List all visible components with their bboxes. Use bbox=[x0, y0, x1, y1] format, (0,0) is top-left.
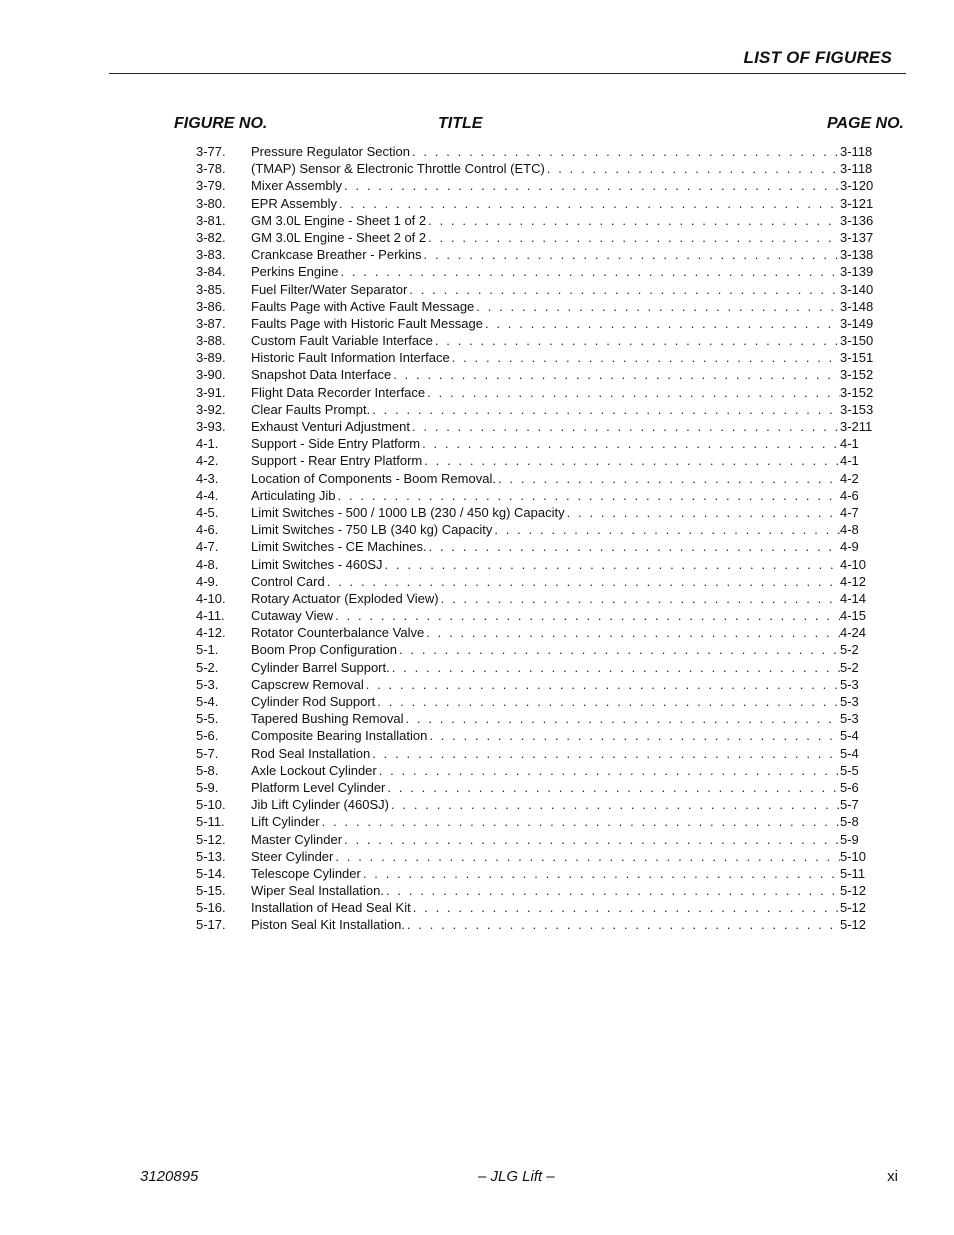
figure-entry bbox=[251, 916, 840, 933]
figure-title: Jib Lift Cylinder (460SJ) bbox=[251, 797, 389, 813]
figure-page-number: 3-120 bbox=[840, 178, 874, 194]
figure-page-number: 3-138 bbox=[840, 247, 874, 263]
figure-page-number: 4-6 bbox=[840, 487, 859, 503]
figure-entry bbox=[251, 177, 840, 194]
figure-entry bbox=[251, 332, 840, 349]
figure-number: 5-3. bbox=[196, 676, 219, 692]
figure-title: Platform Level Cylinder bbox=[251, 779, 386, 795]
list-item[interactable] bbox=[196, 882, 886, 899]
figure-number: 3-90. bbox=[196, 367, 226, 383]
figure-entry bbox=[251, 435, 840, 452]
figure-entry bbox=[251, 641, 840, 658]
figure-page-number: 5-2 bbox=[840, 659, 859, 675]
figure-page-number: 5-12 bbox=[840, 883, 867, 899]
figure-page-number: 5-7 bbox=[840, 797, 859, 813]
list-item[interactable] bbox=[196, 710, 886, 727]
figure-page-number: 3-151 bbox=[840, 350, 874, 366]
dot-leader bbox=[424, 246, 840, 263]
list-item[interactable] bbox=[196, 177, 886, 194]
figure-page-number: 5-9 bbox=[840, 831, 859, 847]
figure-title: Limit Switches - CE Machines. bbox=[251, 539, 427, 555]
dot-leader bbox=[386, 882, 840, 899]
figure-title: Perkins Engine bbox=[251, 264, 339, 280]
list-item[interactable] bbox=[196, 779, 886, 796]
figure-number: 5-15. bbox=[196, 883, 226, 899]
figure-entry bbox=[251, 848, 840, 865]
figure-page-number: 3-152 bbox=[840, 384, 874, 400]
figure-number: 5-1. bbox=[196, 642, 219, 658]
figure-number: 4-6. bbox=[196, 522, 219, 538]
figure-page-number: 3-136 bbox=[840, 212, 874, 228]
dot-leader bbox=[441, 590, 840, 607]
figure-title: Exhaust Venturi Adjustment bbox=[251, 419, 410, 434]
figure-page-number: 5-6 bbox=[840, 779, 859, 795]
figure-number: 5-11. bbox=[196, 814, 225, 830]
dot-leader bbox=[485, 315, 840, 332]
figure-page-number: 5-4 bbox=[840, 745, 859, 761]
list-item[interactable] bbox=[196, 418, 886, 435]
figure-number: 3-82. bbox=[196, 229, 226, 245]
list-item[interactable] bbox=[196, 848, 886, 865]
list-item[interactable] bbox=[196, 195, 886, 212]
figure-number: 4-7. bbox=[196, 539, 219, 555]
figure-number: 4-4. bbox=[196, 487, 219, 503]
list-item[interactable] bbox=[196, 315, 886, 332]
figure-number: 4-5. bbox=[196, 504, 219, 520]
figure-title: Rotator Counterbalance Valve bbox=[251, 625, 425, 641]
figure-entry bbox=[251, 693, 840, 710]
figure-entry bbox=[251, 418, 840, 435]
dot-leader bbox=[412, 418, 840, 435]
figure-number: 4-3. bbox=[196, 470, 219, 486]
figure-title: Support - Rear Entry Platform bbox=[251, 453, 423, 469]
list-item[interactable] bbox=[196, 641, 886, 658]
figure-title: Limit Switches - 500 / 1000 LB (230 / 450 kg) Capacity bbox=[251, 504, 565, 520]
figure-entry bbox=[251, 676, 840, 693]
figure-title: Telescope Cylinder bbox=[251, 865, 361, 881]
dot-leader bbox=[377, 693, 840, 710]
figure-page-number: 4-14 bbox=[840, 590, 867, 606]
figure-page-number: 4-7 bbox=[840, 504, 859, 520]
footer-doc-number: 3120895 bbox=[140, 1168, 199, 1185]
figure-entry bbox=[251, 143, 840, 160]
figure-title: Historic Fault Information Interface bbox=[251, 350, 450, 366]
figure-title: Custom Fault Variable Interface bbox=[251, 333, 433, 349]
figure-entry bbox=[251, 349, 840, 366]
figure-entry bbox=[251, 659, 840, 676]
dot-leader bbox=[339, 195, 840, 212]
figure-entry bbox=[251, 401, 840, 418]
figure-page-number: 5-10 bbox=[840, 848, 867, 864]
dot-leader bbox=[372, 745, 840, 762]
column-header-title: TITLE bbox=[438, 115, 483, 132]
figure-number: 5-8. bbox=[196, 762, 219, 778]
figure-number: 5-13. bbox=[196, 848, 226, 864]
figure-entry bbox=[251, 882, 840, 899]
figure-entry bbox=[251, 160, 840, 177]
figure-page-number: 3-139 bbox=[840, 264, 874, 280]
figure-title: Master Cylinder bbox=[251, 831, 343, 847]
figure-number: 3-84. bbox=[196, 264, 226, 280]
figure-title: Piston Seal Kit Installation. bbox=[251, 917, 405, 933]
list-item[interactable] bbox=[196, 916, 886, 933]
dot-leader bbox=[327, 573, 840, 590]
figure-entry bbox=[251, 298, 840, 315]
figure-number: 5-5. bbox=[196, 711, 219, 727]
figure-page-number: 3-118 bbox=[840, 144, 873, 159]
figure-number: 5-7. bbox=[196, 745, 219, 761]
figure-title: Boom Prop Configuration bbox=[251, 642, 397, 658]
dot-leader bbox=[407, 916, 840, 933]
dot-leader bbox=[385, 556, 841, 573]
figure-title: Cutaway View bbox=[251, 608, 334, 624]
figure-entry bbox=[251, 813, 840, 830]
figure-entry bbox=[251, 607, 840, 624]
figure-entry bbox=[251, 452, 840, 469]
header-rule bbox=[109, 73, 906, 74]
figure-number: 3-91. bbox=[196, 384, 226, 400]
figure-number: 3-80. bbox=[196, 195, 226, 211]
figure-title: Rotary Actuator (Exploded View) bbox=[251, 590, 439, 606]
figure-entry bbox=[251, 504, 840, 521]
figure-title: Fuel Filter/Water Separator bbox=[251, 281, 408, 297]
figure-number: 5-9. bbox=[196, 779, 219, 795]
list-item[interactable] bbox=[196, 160, 886, 177]
figure-title: Clear Faults Prompt. bbox=[251, 401, 371, 417]
list-item[interactable] bbox=[196, 573, 886, 590]
figure-entry bbox=[251, 831, 840, 848]
dot-leader bbox=[413, 899, 840, 916]
figure-number: 3-77. bbox=[196, 144, 226, 159]
figure-entry bbox=[251, 384, 840, 401]
figure-number: 3-83. bbox=[196, 247, 226, 263]
figure-entry bbox=[251, 470, 840, 487]
dot-leader bbox=[335, 848, 840, 865]
figure-title: Cylinder Rod Support bbox=[251, 694, 376, 709]
figure-title: Cylinder Barrel Support. bbox=[251, 659, 390, 675]
figure-number: 3-87. bbox=[196, 315, 226, 331]
list-item[interactable] bbox=[196, 452, 886, 469]
list-item[interactable] bbox=[196, 659, 886, 676]
list-item[interactable] bbox=[196, 366, 886, 383]
figure-title: Rod Seal Installation bbox=[251, 745, 371, 761]
figure-entry bbox=[251, 212, 840, 229]
dot-leader bbox=[379, 762, 840, 779]
list-item[interactable] bbox=[196, 349, 886, 366]
dot-leader bbox=[426, 624, 840, 641]
figure-number: 4-1. bbox=[196, 436, 219, 452]
page-header-title: LIST OF FIGURES bbox=[743, 48, 892, 67]
figure-title: Control Card bbox=[251, 573, 325, 589]
figure-entry bbox=[251, 624, 840, 641]
figure-title: Tapered Bushing Removal bbox=[251, 711, 404, 727]
list-item[interactable] bbox=[196, 831, 886, 848]
list-item[interactable] bbox=[196, 762, 886, 779]
list-item[interactable] bbox=[196, 745, 886, 762]
dot-leader bbox=[494, 521, 840, 538]
dot-leader bbox=[391, 796, 840, 813]
figure-page-number: 3-137 bbox=[840, 229, 874, 245]
figure-page-number: 5-5 bbox=[840, 762, 859, 778]
figure-entry bbox=[251, 487, 840, 504]
figure-title: EPR Assembly bbox=[251, 195, 337, 211]
figure-title: GM 3.0L Engine - Sheet 1 of 2 bbox=[251, 212, 427, 228]
figure-number: 4-2. bbox=[196, 453, 219, 469]
figure-page-number: 4-8 bbox=[840, 522, 859, 538]
dot-leader bbox=[344, 177, 840, 194]
figure-page-number: 5-4 bbox=[840, 728, 859, 744]
dot-leader bbox=[405, 710, 840, 727]
column-header-page-no: PAGE NO. bbox=[826, 115, 904, 132]
figure-page-number: 5-12 bbox=[840, 900, 867, 916]
list-item[interactable] bbox=[196, 538, 886, 555]
figure-number: 4-11. bbox=[196, 608, 225, 624]
list-item[interactable] bbox=[196, 246, 886, 263]
figure-entry bbox=[251, 779, 840, 796]
dot-leader bbox=[429, 727, 840, 744]
figure-entry bbox=[251, 246, 840, 263]
dot-leader bbox=[409, 281, 840, 298]
list-item[interactable] bbox=[196, 727, 886, 744]
dot-leader bbox=[412, 143, 840, 160]
figure-page-number: 4-24 bbox=[840, 625, 867, 641]
list-item[interactable] bbox=[196, 865, 886, 882]
figure-entry bbox=[251, 865, 840, 882]
figure-title: Steer Cylinder bbox=[251, 848, 334, 864]
list-item[interactable] bbox=[196, 556, 886, 573]
figure-number: 4-9. bbox=[196, 573, 219, 589]
list-item[interactable] bbox=[196, 298, 886, 315]
figure-title: Snapshot Data Interface bbox=[251, 367, 392, 383]
figure-number: 5-14. bbox=[196, 865, 226, 881]
figure-page-number: 4-1 bbox=[840, 453, 859, 469]
figure-number: 5-12. bbox=[196, 831, 226, 847]
dot-leader bbox=[424, 452, 840, 469]
figure-page-number: 4-12 bbox=[840, 573, 867, 589]
figure-entry bbox=[251, 899, 840, 916]
footer-publisher: – JLG Lift – bbox=[478, 1168, 555, 1185]
dot-leader bbox=[363, 865, 840, 882]
figure-entry bbox=[251, 263, 840, 280]
list-item[interactable] bbox=[196, 590, 886, 607]
figure-page-number: 3-118 bbox=[840, 161, 873, 177]
dot-leader bbox=[399, 641, 840, 658]
figure-page-number: 5-3 bbox=[840, 711, 859, 727]
figure-page-number: 3-140 bbox=[840, 281, 874, 297]
figure-page-number: 3-121 bbox=[840, 195, 874, 211]
figure-number: 5-6. bbox=[196, 728, 219, 744]
list-item[interactable] bbox=[196, 607, 886, 624]
figure-entry bbox=[251, 573, 840, 590]
figure-title: GM 3.0L Engine - Sheet 2 of 2 bbox=[251, 229, 427, 245]
figure-number: 5-4. bbox=[196, 694, 219, 709]
figure-title: Faults Page with Historic Fault Message bbox=[251, 315, 483, 331]
figure-title: Faults Page with Active Fault Message bbox=[251, 298, 475, 314]
footer-page-number: xi bbox=[887, 1168, 898, 1185]
figure-entry bbox=[251, 796, 840, 813]
figure-page-number: 3-149 bbox=[840, 315, 874, 331]
column-header-figure-no: FIGURE NO. bbox=[174, 115, 268, 132]
figure-entry bbox=[251, 556, 840, 573]
dot-leader bbox=[498, 470, 840, 487]
dot-leader bbox=[393, 366, 840, 383]
figure-title: Support - Side Entry Platform bbox=[251, 436, 421, 452]
list-item[interactable] bbox=[196, 401, 886, 418]
list-item[interactable] bbox=[196, 470, 886, 487]
figure-title: (TMAP) Sensor & Electronic Throttle Control (ETC) bbox=[251, 161, 545, 177]
figure-number: 4-12. bbox=[196, 625, 226, 641]
figure-page-number: 5-3 bbox=[840, 676, 859, 692]
figure-page-number: 4-9 bbox=[840, 539, 859, 555]
figure-page-number: 4-15 bbox=[840, 608, 867, 624]
figure-title: Installation of Head Seal Kit bbox=[251, 900, 411, 916]
figure-title: Limit Switches - 460SJ bbox=[251, 556, 383, 572]
figure-title: Axle Lockout Cylinder bbox=[251, 762, 377, 778]
dot-leader bbox=[372, 401, 840, 418]
figure-entry bbox=[251, 521, 840, 538]
dot-leader bbox=[422, 435, 840, 452]
figure-number: 3-79. bbox=[196, 178, 226, 194]
dot-leader bbox=[567, 504, 840, 521]
figure-title: Location of Components - Boom Removal. bbox=[251, 470, 496, 486]
figure-entry bbox=[251, 745, 840, 762]
figure-number: 3-89. bbox=[196, 350, 226, 366]
figure-number: 4-10. bbox=[196, 590, 226, 606]
dot-leader bbox=[452, 349, 840, 366]
list-item[interactable] bbox=[196, 263, 886, 280]
dot-leader bbox=[428, 212, 840, 229]
list-item[interactable] bbox=[196, 521, 886, 538]
dot-leader bbox=[366, 676, 840, 693]
figure-title: Capscrew Removal bbox=[251, 676, 364, 692]
figure-title: Articulating Jib bbox=[251, 487, 336, 503]
list-item[interactable] bbox=[196, 229, 886, 246]
list-item[interactable] bbox=[196, 796, 886, 813]
list-item[interactable] bbox=[196, 899, 886, 916]
figure-title: Wiper Seal Installation. bbox=[251, 883, 384, 899]
list-item[interactable] bbox=[196, 624, 886, 641]
dot-leader bbox=[428, 229, 840, 246]
figure-number: 4-8. bbox=[196, 556, 219, 572]
figure-title: Flight Data Recorder Interface bbox=[251, 384, 426, 400]
list-item[interactable] bbox=[196, 487, 886, 504]
dot-leader bbox=[338, 487, 840, 504]
list-item[interactable] bbox=[196, 504, 886, 521]
dot-leader bbox=[427, 384, 840, 401]
figure-number: 3-78. bbox=[196, 161, 226, 177]
dot-leader bbox=[435, 332, 840, 349]
figure-number: 3-88. bbox=[196, 333, 226, 349]
figure-entry bbox=[251, 762, 840, 779]
dot-leader bbox=[335, 607, 840, 624]
figure-entry bbox=[251, 229, 840, 246]
figure-number: 3-92. bbox=[196, 401, 226, 417]
dot-leader bbox=[392, 659, 840, 676]
figure-number: 5-17. bbox=[196, 917, 226, 933]
figure-entry bbox=[251, 538, 840, 555]
dot-leader bbox=[476, 298, 840, 315]
dot-leader bbox=[547, 160, 840, 177]
figure-number: 5-16. bbox=[196, 900, 226, 916]
figure-number: 3-85. bbox=[196, 281, 226, 297]
list-item[interactable] bbox=[196, 281, 886, 298]
list-item[interactable] bbox=[196, 384, 886, 401]
figure-page-number: 3-211 bbox=[840, 419, 873, 434]
figure-title: Crankcase Breather - Perkins bbox=[251, 247, 422, 263]
figure-page-number: 5-12 bbox=[840, 917, 867, 933]
dot-leader bbox=[429, 538, 840, 555]
figure-number: 5-10. bbox=[196, 797, 226, 813]
figure-page-number: 3-148 bbox=[840, 298, 874, 314]
list-item[interactable] bbox=[196, 212, 886, 229]
figure-entry bbox=[251, 727, 840, 744]
list-item[interactable] bbox=[196, 813, 886, 830]
dot-leader bbox=[322, 813, 840, 830]
figure-entry bbox=[251, 315, 840, 332]
figure-entry bbox=[251, 590, 840, 607]
figure-page-number: 3-153 bbox=[840, 401, 874, 417]
dot-leader bbox=[340, 263, 840, 280]
list-item[interactable] bbox=[196, 693, 886, 710]
figure-page-number: 5-11 bbox=[840, 865, 866, 881]
figure-page-number: 3-150 bbox=[840, 333, 874, 349]
list-item[interactable] bbox=[196, 332, 886, 349]
list-item[interactable] bbox=[196, 435, 886, 452]
figure-page-number: 4-2 bbox=[840, 470, 859, 486]
figure-page-number: 4-10 bbox=[840, 556, 867, 572]
list-item[interactable] bbox=[196, 676, 886, 693]
figure-page-number: 5-2 bbox=[840, 642, 859, 658]
figure-page-number: 5-3 bbox=[840, 694, 859, 709]
figure-entry bbox=[251, 195, 840, 212]
figure-number: 3-86. bbox=[196, 298, 226, 314]
figure-page-number: 4-1 bbox=[840, 436, 859, 452]
figure-page-number: 3-152 bbox=[840, 367, 874, 383]
figure-title: Lift Cylinder bbox=[251, 814, 320, 830]
figure-number: 3-93. bbox=[196, 419, 226, 434]
figure-title: Limit Switches - 750 LB (340 kg) Capacity bbox=[251, 522, 493, 538]
list-item[interactable] bbox=[196, 143, 886, 160]
figure-entry bbox=[251, 281, 840, 298]
figure-page-number: 5-8 bbox=[840, 814, 859, 830]
figure-title: Pressure Regulator Section bbox=[251, 144, 410, 159]
figure-entry bbox=[251, 710, 840, 727]
dot-leader bbox=[387, 779, 840, 796]
dot-leader bbox=[344, 831, 840, 848]
figure-title: Mixer Assembly bbox=[251, 178, 343, 194]
figure-number: 5-2. bbox=[196, 659, 219, 675]
figure-entry bbox=[251, 366, 840, 383]
figure-title: Composite Bearing Installation bbox=[251, 728, 428, 744]
figure-number: 3-81. bbox=[196, 212, 226, 228]
figure-list bbox=[196, 143, 886, 934]
